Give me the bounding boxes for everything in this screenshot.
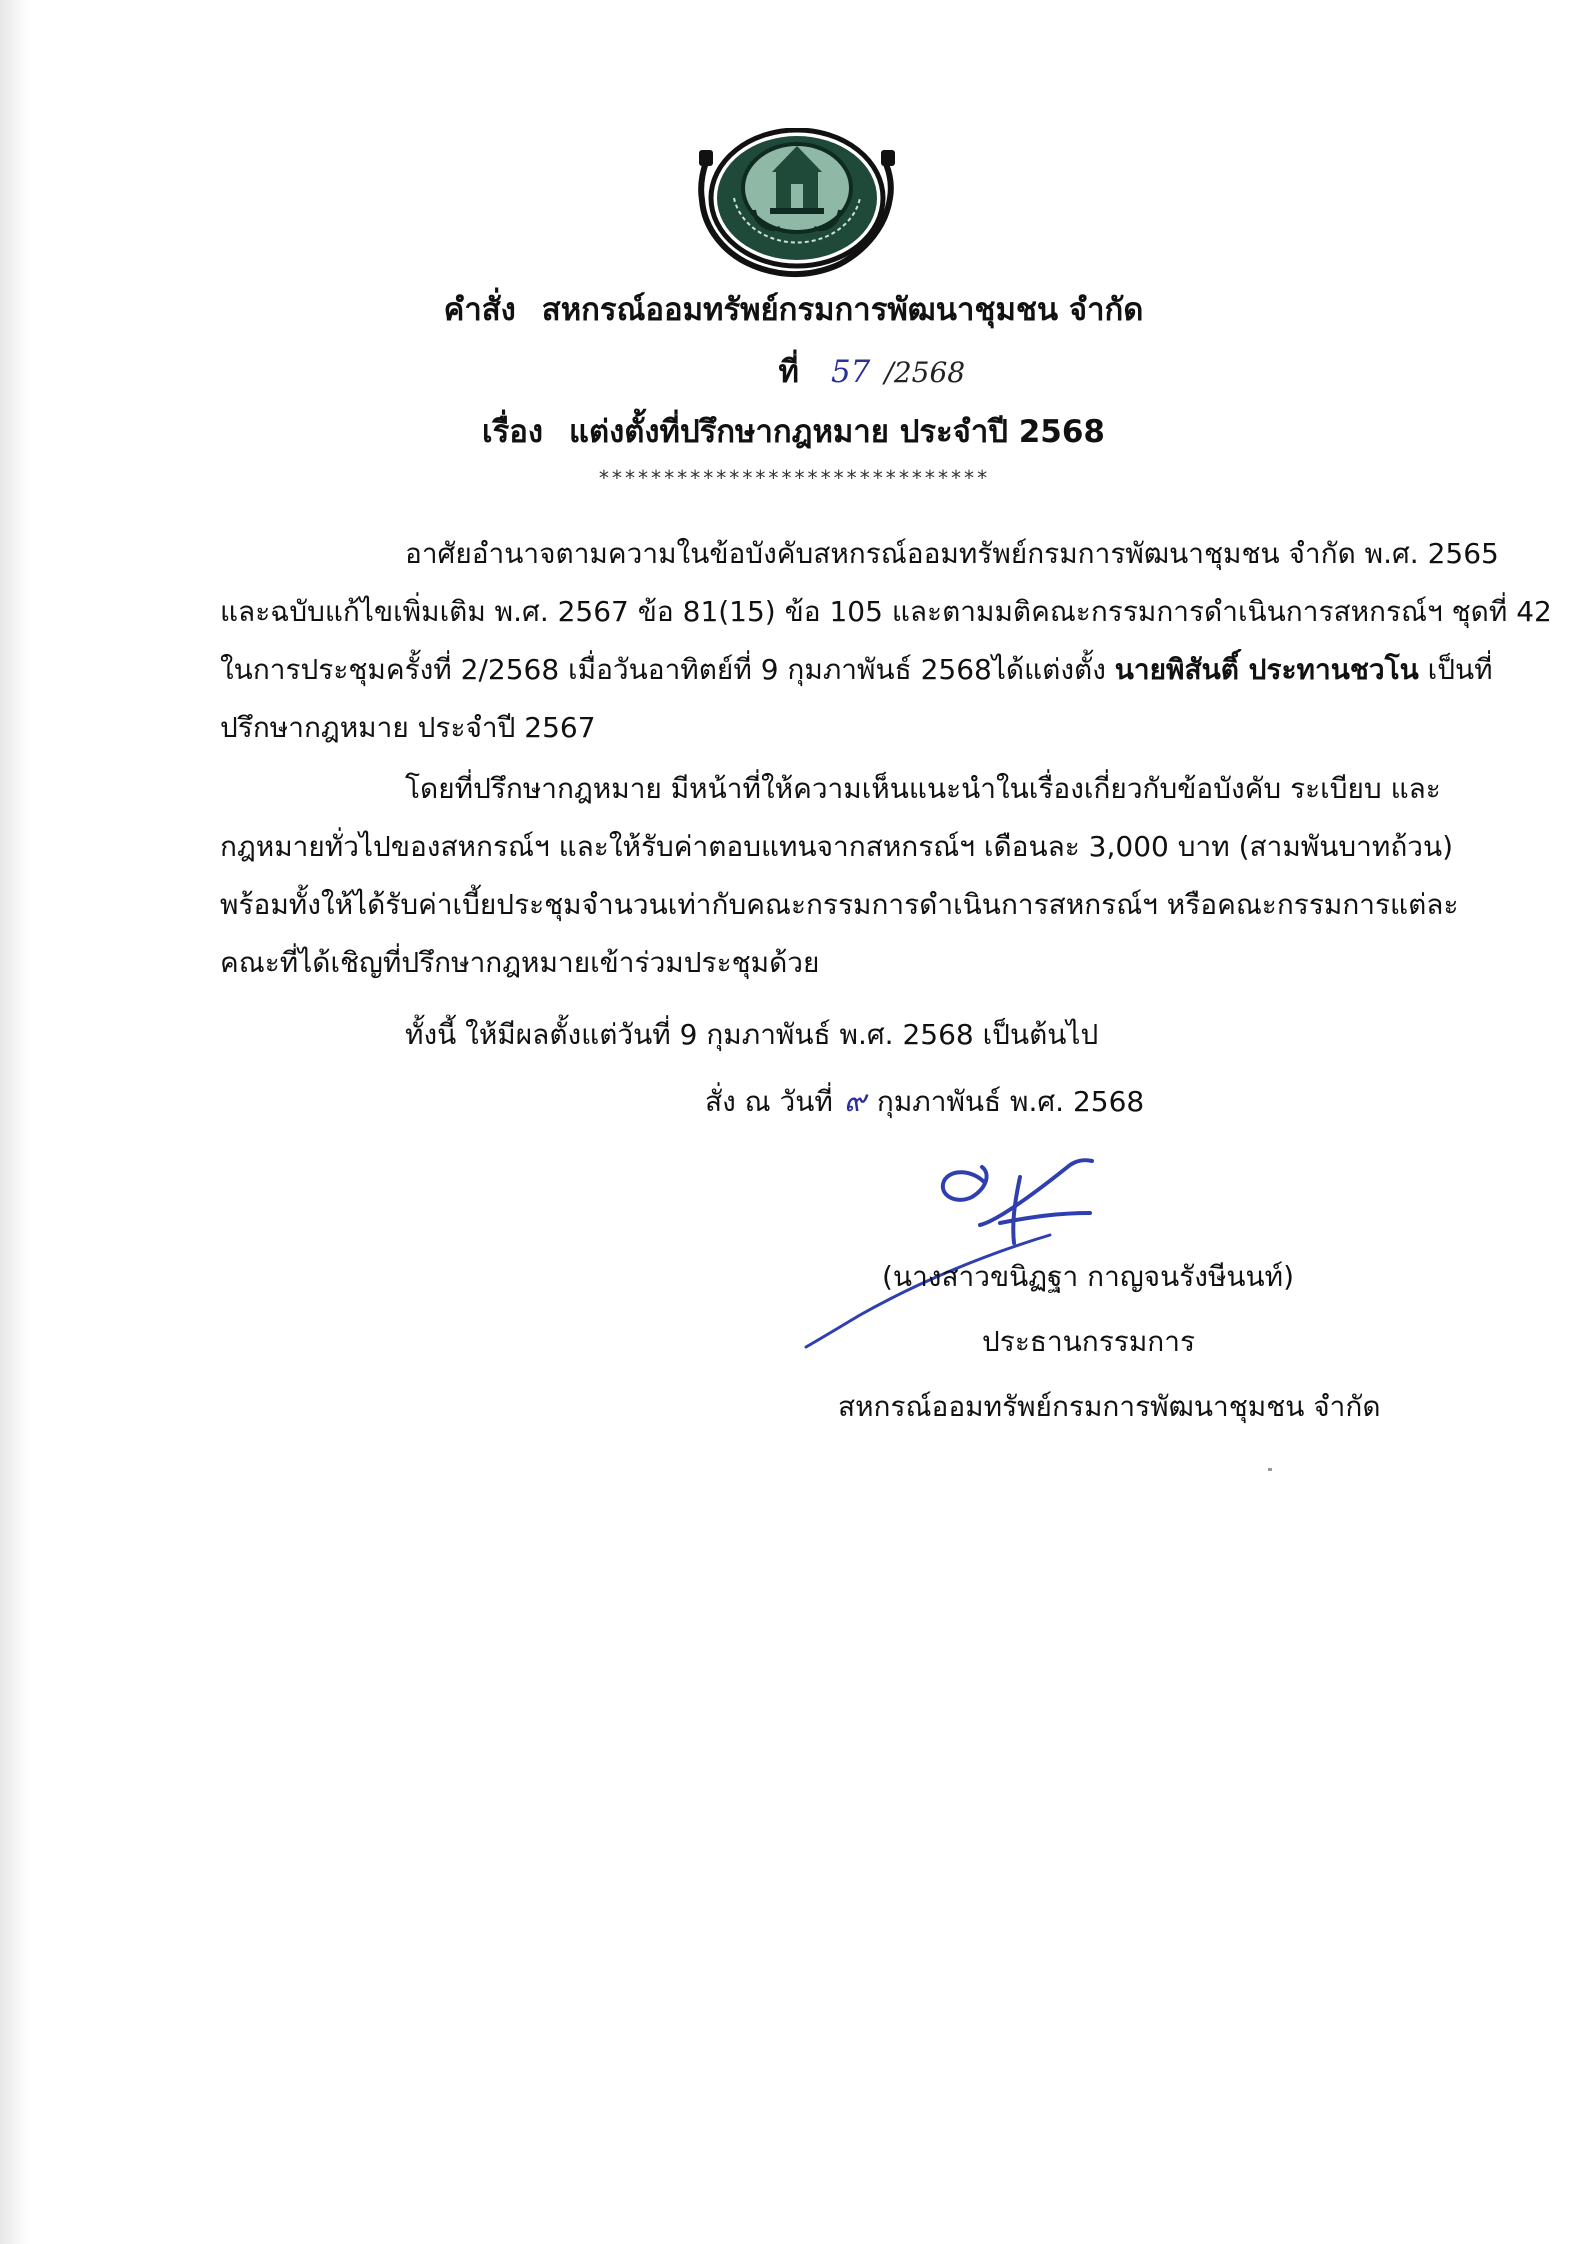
paragraph-line [220,641,1493,699]
seal-emblem [694,128,900,278]
issue-date-prefix: สั่ง ณ วันที่ [705,1085,833,1118]
paragraph-line: กฎหมายทั่วไปของสหกรณ์ฯ และให้รับค่าตอบแทนจากสหกรณ์ฯ เดือนละ 3,000 บาท (สามพันบาทถ้วน) [220,830,1454,863]
issue-date [705,1080,1144,1124]
scan-speck [1268,1468,1272,1471]
scan-shadow-edge [0,0,30,2244]
order-title [0,288,1587,332]
cooperative-seal-logo [694,128,900,278]
paragraph-line: โดยที่ปรึกษากฎหมาย มีหน้าที่ให้ความเห็นแนะนำในเรื่องเกี่ยวกับข้อบังคับ ระเบียบ และ [405,772,1441,805]
paragraph-line: คณะที่ได้เชิญที่ปรึกษากฎหมายเข้าร่วมประชุมด้วย [220,946,820,979]
order-number [0,350,1587,395]
order-number-handwritten: 57 [830,354,871,390]
title-separator: ****************************** [597,466,990,490]
issue-date-day-handwritten: ๙ [843,1084,866,1119]
paragraph-line: ปรึกษากฎหมาย ประจำปี 2567 [220,711,596,744]
subject-label: เรื่อง [481,414,543,450]
signatory-organization: สหกรณ์ออมทรัพย์กรมการพัฒนาชุมชน จำกัด [838,1390,1381,1423]
paragraph-text: ในการประชุมครั้งที่ 2/2568 เมื่อวันอาทิตย์ที่ 9 กุมภาพันธ์ 2568ได้แต่งตั้ง [220,653,1106,686]
order-organization: สหกรณ์ออมทรัพย์กรมการพัฒนาชุมชน จำกัด [541,292,1144,328]
order-number-year: /2568 [884,356,966,389]
paragraph-line: และฉบับแก้ไขเพิ่มเติม พ.ศ. 2567 ข้อ 81(15) ข้อ 105 และตามมติคณะกรรมการดำเนินการสหกรณ์ฯ ชุดที่ 42 [220,595,1552,628]
paragraph-line: พร้อมทั้งให้ได้รับค่าเบี้ยประชุมจำนวนเท่ากับคณะกรรมการดำเนินการสหกรณ์ฯ หรือคณะกรรมการแต่ละ [220,888,1459,921]
signatory-title: ประธานกรรมการ [982,1325,1196,1358]
signatory-name: (นางสาวขนิฏฐา กาญจนรังษีนนท์) [882,1260,1295,1293]
paragraph-effective-date [405,1006,1305,1064]
paragraph-text: เป็นที่ [1427,653,1493,686]
paragraph-line: ทั้งนี้ ให้มีผลตั้งแต่วันที่ 9 กุมภาพันธ์ พ.ศ. 2568 เป็นต้นไป [405,1018,1099,1051]
paragraph-duties [220,760,1459,992]
order-subject [0,410,1587,454]
appointee-name: นายพิสันติ์ ประทานชวโน [1114,653,1419,686]
subject-text: แต่งตั้งที่ปรึกษากฎหมาย ประจำปี 2568 [569,414,1106,450]
paragraph-line: อาศัยอำนาจตามความในข้อบังคับสหกรณ์ออมทรัพย์กรมการพัฒนาชุมชน จำกัด พ.ศ. 2565 [405,537,1499,570]
issue-date-suffix: กุมภาพันธ์ พ.ศ. 2568 [876,1085,1145,1118]
paragraph-authority [220,525,1552,757]
order-number-label: ที่ [778,354,799,390]
order-label: คำสั่ง [443,292,516,328]
